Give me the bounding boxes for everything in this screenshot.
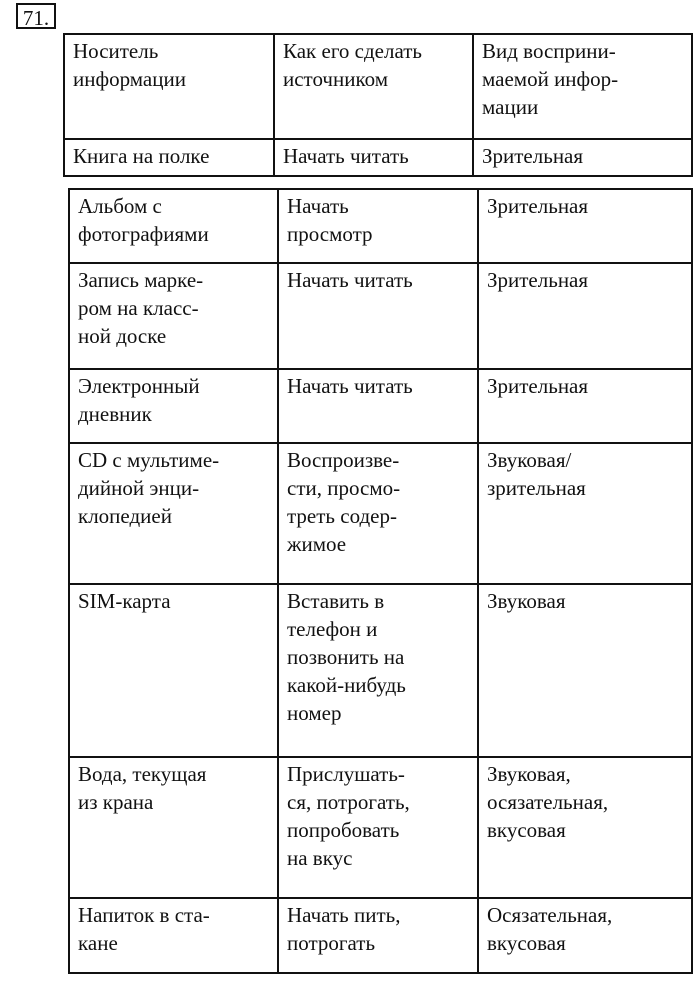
header-cell-type: Вид восприни- маемой инфор- мации	[473, 34, 692, 139]
table-row	[69, 189, 692, 263]
table-row	[69, 443, 692, 584]
header-table	[63, 33, 693, 177]
table-cell: Зрительная	[478, 369, 692, 443]
table-row	[69, 584, 692, 757]
table-row	[69, 369, 692, 443]
table-row	[69, 898, 692, 973]
table-row	[69, 263, 692, 369]
header-cell-how: Как его сделать источником	[274, 34, 473, 139]
table-row	[69, 757, 692, 898]
table-cell: Запись марке- ром на класс- ной доске	[69, 263, 278, 369]
table-cell: Вставить в телефон и позвонить на какой-нибудь номер	[278, 584, 478, 757]
table-cell: Электронный дневник	[69, 369, 278, 443]
table-cell: Начать пить, потрогать	[278, 898, 478, 973]
answer-table	[68, 188, 693, 974]
table-cell: Звуковая, осязательная, вкусовая	[478, 757, 692, 898]
table-cell: Напиток в ста- кане	[69, 898, 278, 973]
table-header-row	[64, 34, 692, 139]
table-cell: Начать читать	[278, 369, 478, 443]
table-cell: Звуковая	[478, 584, 692, 757]
table-cell: SIM-карта	[69, 584, 278, 757]
table-cell: Осязательная, вкусовая	[478, 898, 692, 973]
table-cell: Прислушать- ся, потрогать, попробовать на вкус	[278, 757, 478, 898]
table-cell: Воспроизве- сти, просмо- треть содер- жимое	[278, 443, 478, 584]
table-cell: Начать читать	[278, 263, 478, 369]
table-cell: Альбом с фотографиями	[69, 189, 278, 263]
table-cell: Вода, текущая из крана	[69, 757, 278, 898]
table-cell: Начать просмотр	[278, 189, 478, 263]
task-number: 71.	[16, 3, 56, 29]
header-cell-carrier: Носитель информации	[64, 34, 274, 139]
table-cell: Книга на полке	[64, 139, 274, 176]
table-cell: Зрительная	[473, 139, 692, 176]
table-cell: Зрительная	[478, 263, 692, 369]
table-cell: CD с мультиме- дийной энци- клопедией	[69, 443, 278, 584]
table-row	[64, 139, 692, 176]
table-cell: Начать читать	[274, 139, 473, 176]
table-cell: Звуковая/ зрительная	[478, 443, 692, 584]
table-cell: Зрительная	[478, 189, 692, 263]
